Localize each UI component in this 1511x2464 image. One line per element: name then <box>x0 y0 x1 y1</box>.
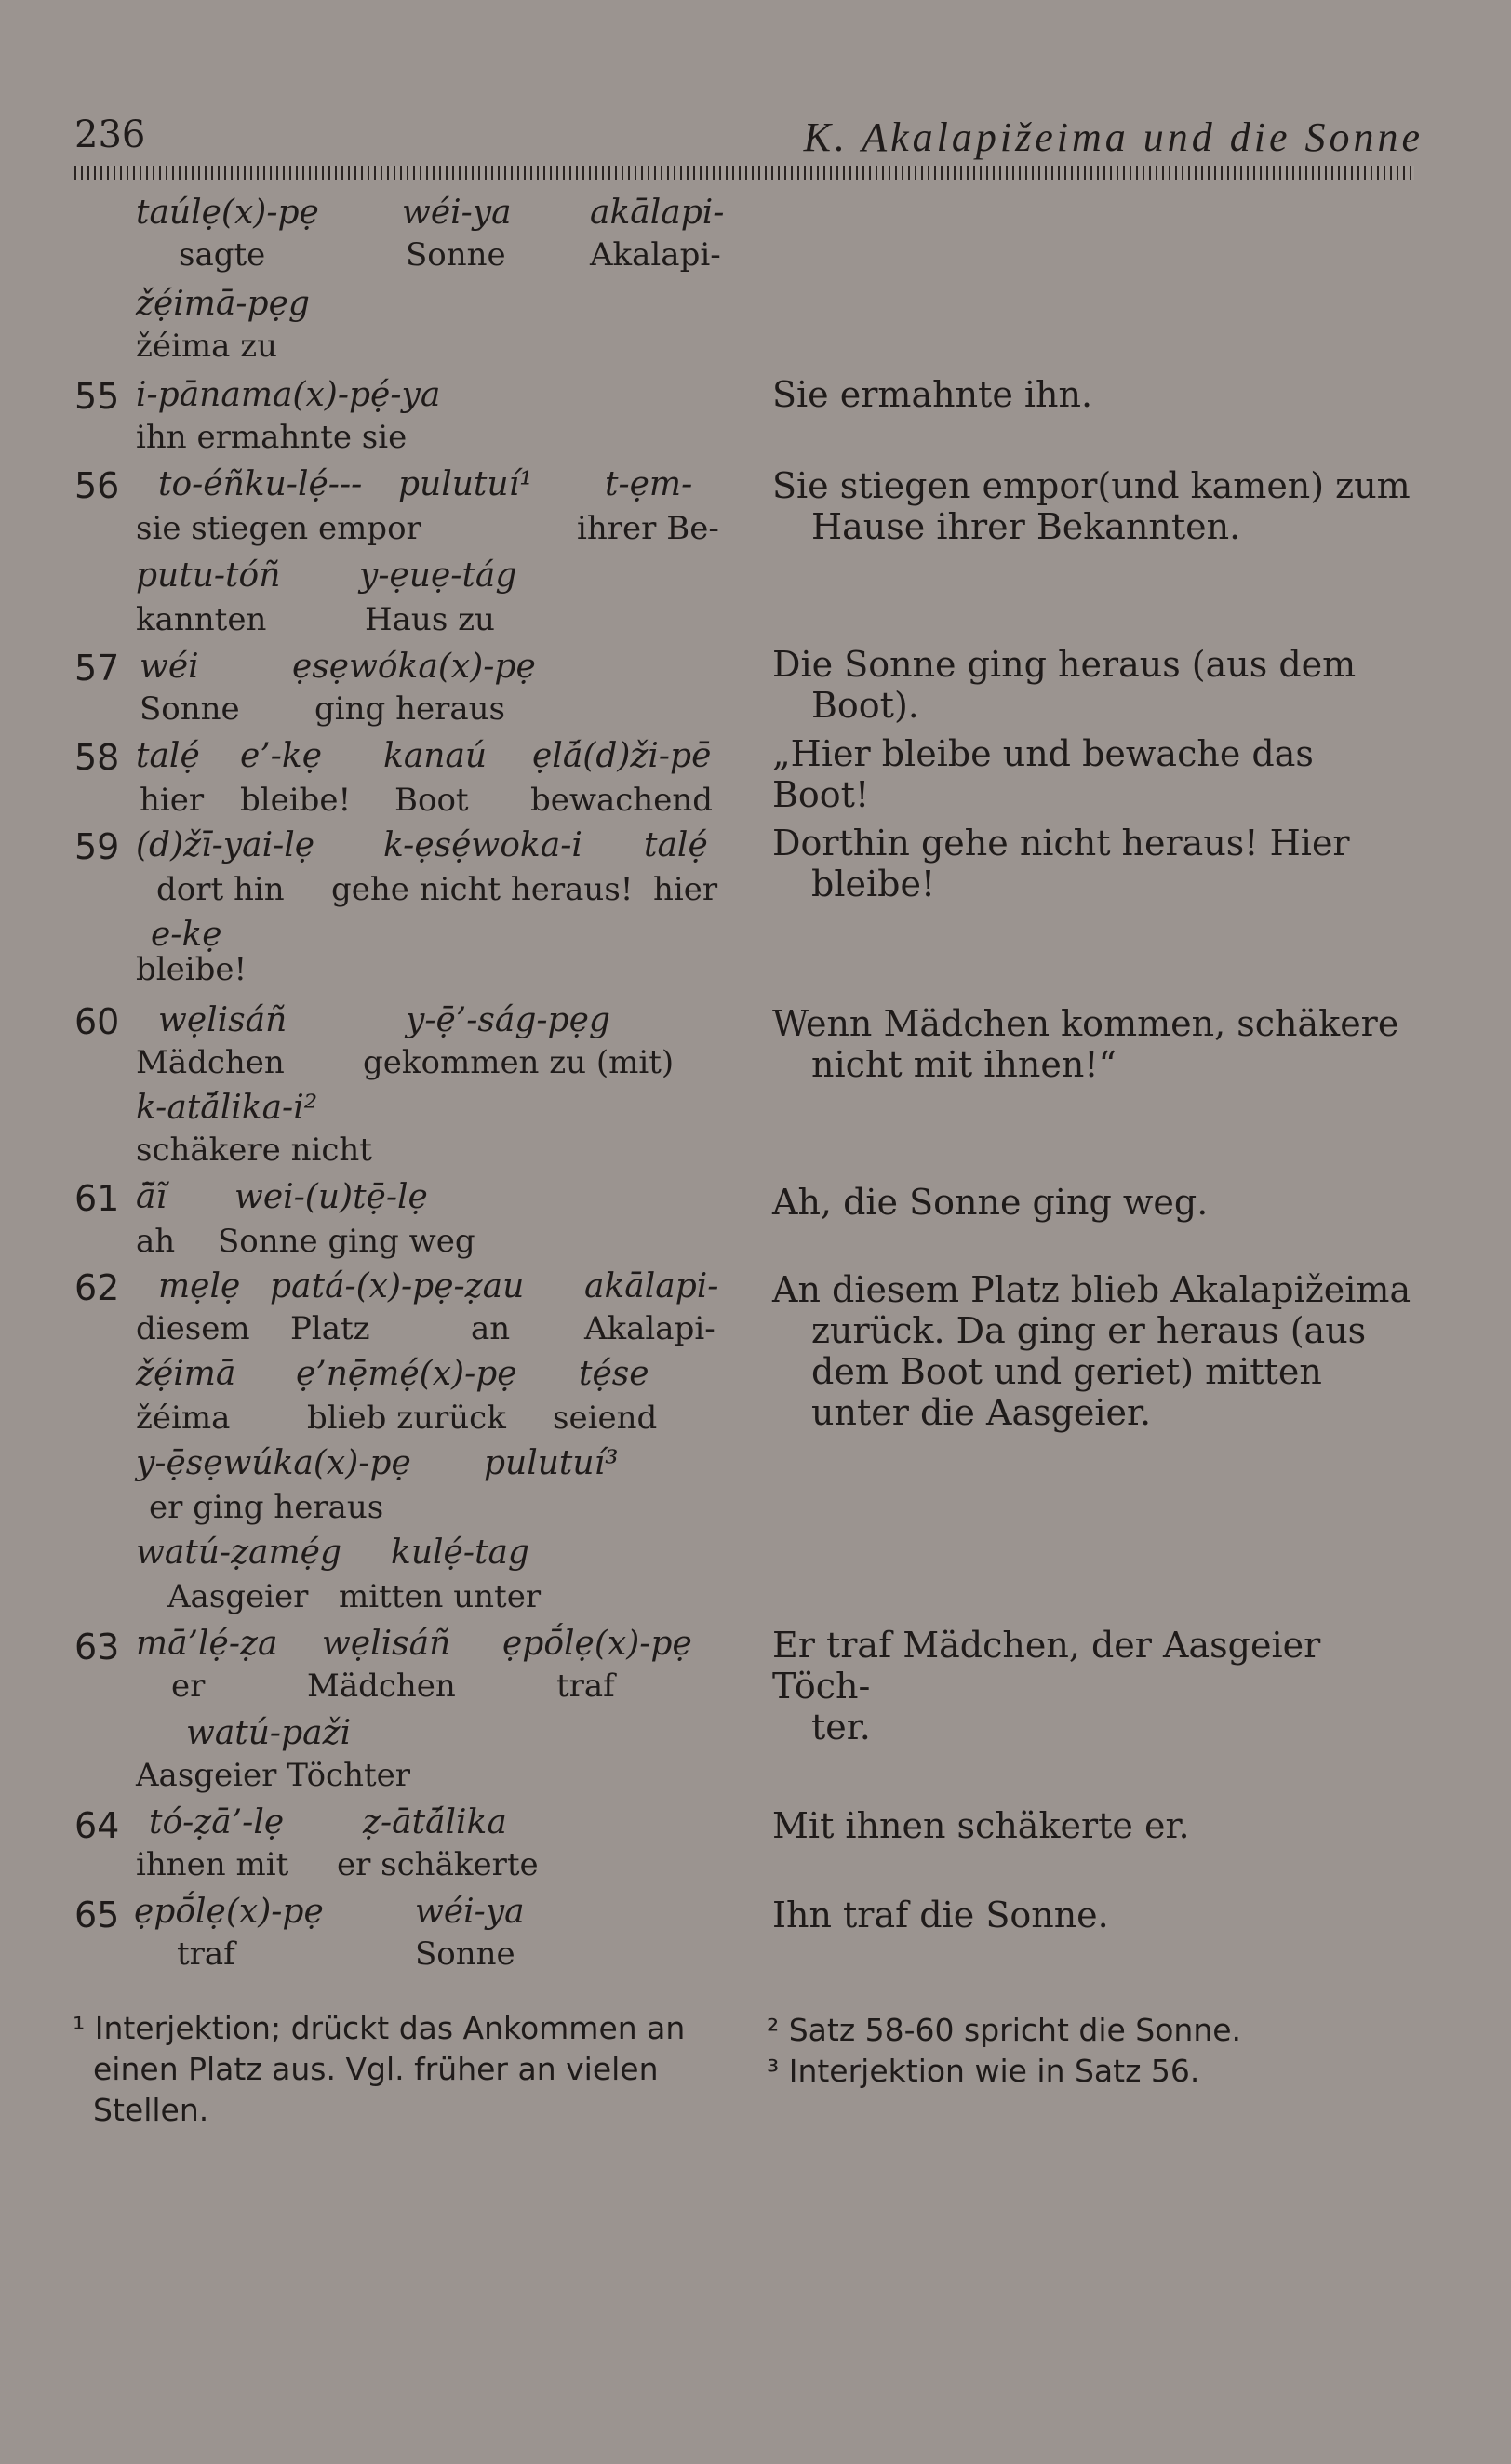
translation-word: žéima zu <box>136 328 278 365</box>
footnote-line: ³ Interjektion wie in Satz 56. <box>767 2053 1200 2089</box>
sentence-number: 56 <box>74 465 120 506</box>
free-translation-line: Hause ihrer Bekannten. <box>811 506 1241 547</box>
gloss-word: y-ẹuẹ-tág <box>359 556 517 595</box>
gloss-word: e-kẹ <box>151 916 222 954</box>
free-translation-line: zurück. Da ging er heraus (aus <box>811 1310 1367 1351</box>
sentence-number: 59 <box>74 826 120 867</box>
translation-word: gekommen zu (mit) <box>363 1044 675 1081</box>
translation-word: Mädchen <box>307 1667 456 1705</box>
translation-word: Mädchen <box>136 1044 285 1081</box>
free-translation <box>772 1269 1414 1433</box>
gloss-word: wéi <box>140 648 199 686</box>
gloss-word: taúlẹ(x)-pẹ <box>136 194 319 232</box>
gloss-word: akālapi- <box>584 1267 719 1306</box>
gloss-word: ẹpṓlẹ(x)-pẹ <box>502 1625 692 1663</box>
translation-word: bewachend <box>530 782 713 819</box>
gloss-word: kulẹ́-tag <box>391 1533 529 1572</box>
footnote-line: Stellen. <box>93 2092 209 2128</box>
translation-word: bleibe! <box>240 782 352 819</box>
translation-word: Aasgeier Töchter <box>136 1757 411 1794</box>
free-translation-line: ter. <box>811 1707 871 1748</box>
translation-word: an <box>471 1310 511 1347</box>
translation-word: er <box>171 1667 206 1705</box>
free-translation-line: Die Sonne ging heraus (aus dem <box>772 644 1357 685</box>
gloss-word: ẹlā́(d)ži-pē <box>532 737 712 775</box>
sentence-number: 55 <box>74 376 120 417</box>
gloss-word: tó-ẓā’-lẹ <box>149 1803 285 1841</box>
sentence-number: 63 <box>74 1627 120 1667</box>
free-translation-line: Ihn traf die Sonne. <box>772 1895 1109 1935</box>
free-translation-line: Dorthin gehe nicht heraus! Hier <box>772 823 1350 864</box>
translation-word: traf <box>556 1667 615 1705</box>
gloss-word: putu-tóñ <box>136 556 281 595</box>
translation-word: Sonne <box>415 1935 515 1973</box>
free-translation-line: unter die Aasgeier. <box>811 1392 1152 1433</box>
gloss-word: watú-paži <box>186 1714 352 1752</box>
free-translation <box>772 823 1414 904</box>
gloss-word: tẹ́se <box>579 1355 649 1393</box>
gloss-word: ẹ’nẹ̄mẹ́(x)-pẹ <box>296 1355 517 1393</box>
gloss-word: talẹ́ <box>136 737 200 775</box>
footnotes-left <box>73 2008 742 2131</box>
footnote-line: ¹ Interjektion; drückt das Ankommen an <box>73 2010 686 2046</box>
gloss-word: y-ẹ̄’-ság-pẹg <box>406 1001 610 1039</box>
gloss-word: k-atā́lika-i² <box>136 1089 318 1127</box>
free-translation-line: nicht mit ihnen!“ <box>811 1044 1117 1085</box>
translation-word: Sonne <box>406 236 506 274</box>
footnote-line: einen Platz aus. Vgl. früher an vielen <box>93 2051 659 2087</box>
translation-word: gehe nicht heraus! <box>331 871 634 908</box>
free-translation-line: Sie ermahnte ihn. <box>772 374 1093 415</box>
gloss-word: pulutuí³ <box>484 1444 619 1482</box>
free-translation-line: bleibe! <box>811 864 936 904</box>
running-head: K. Akalapižeima und die Sonne <box>803 114 1424 160</box>
gloss-word: i-pānama(x)-pẹ́-ya <box>136 376 441 414</box>
translation-word: diesem <box>136 1310 250 1347</box>
gloss-word: y-ẹ̄sẹwúka(x)-pẹ <box>136 1444 411 1482</box>
gloss-word: wéi-ya <box>415 1893 525 1931</box>
gloss-word: wẹlisáñ <box>322 1625 451 1663</box>
translation-word: Aasgeier <box>167 1578 309 1615</box>
gloss-word: ẹpṓlẹ(x)-pẹ <box>134 1893 324 1931</box>
footnotes-right <box>767 2010 1418 2092</box>
sentence-number: 58 <box>74 737 120 778</box>
sentence-number: 65 <box>74 1895 120 1935</box>
translation-word: Haus zu <box>365 601 495 638</box>
header-rule <box>74 166 1414 180</box>
translation-word: bleibe! <box>136 951 247 988</box>
translation-word: Akalapi- <box>584 1310 715 1347</box>
translation-word: ah <box>136 1223 176 1260</box>
translation-word: hier <box>140 782 205 819</box>
gloss-word: e’-kẹ <box>240 737 323 775</box>
gloss-word: pulutuí¹ <box>398 465 533 503</box>
sentence-number: 57 <box>74 648 120 689</box>
translation-word: Akalapi- <box>590 236 721 274</box>
translation-word: dort hin <box>156 871 285 908</box>
gloss-word: to-éñku-lẹ́--- <box>158 465 363 503</box>
footnote-line: ² Satz 58-60 spricht die Sonne. <box>767 2012 1242 2048</box>
free-translation-line: dem Boot und geriet) mitten <box>811 1351 1322 1392</box>
gloss-word: patá-(x)-pẹ-ẓau <box>270 1267 525 1306</box>
gloss-word: ẓ-ātā́lika <box>363 1803 507 1841</box>
free-translation <box>772 733 1414 815</box>
gloss-word: žẹ́imā <box>136 1355 236 1393</box>
gloss-word: t-ẹm- <box>605 465 693 503</box>
free-translation <box>772 1895 1414 1935</box>
translation-word: Boot <box>394 782 469 819</box>
free-translation <box>772 374 1414 415</box>
translation-word: žéima <box>136 1399 231 1437</box>
translation-word: ging heraus <box>314 690 505 728</box>
free-translation-line: Mit ihnen schäkerte er. <box>772 1805 1190 1846</box>
translation-word: Sonne <box>140 690 240 728</box>
free-translation-line: An diesem Platz blieb Akalapižeima <box>772 1269 1411 1310</box>
gloss-word: mẹlẹ <box>158 1267 241 1306</box>
translation-word: ihn ermahnte sie <box>136 419 408 456</box>
translation-word: kannten <box>136 601 267 638</box>
gloss-word: kanaú <box>383 737 488 775</box>
translation-word: hier <box>653 871 718 908</box>
sentence-number: 62 <box>74 1267 120 1308</box>
translation-word: sagte <box>179 236 266 274</box>
translation-word: seiend <box>553 1399 658 1437</box>
free-translation <box>772 465 1414 547</box>
page-number: 236 <box>74 114 146 156</box>
translation-word: Sonne ging weg <box>218 1223 475 1260</box>
gloss-word: žẹ́imā-pẹg <box>136 285 310 323</box>
translation-word: Platz <box>290 1310 370 1347</box>
free-translation <box>772 1182 1414 1223</box>
free-translation <box>772 644 1414 726</box>
gloss-word: ẹsẹwóka(x)-pẹ <box>292 648 536 686</box>
sentence-number: 61 <box>74 1178 120 1219</box>
translation-word: ihrer Be- <box>577 510 719 547</box>
free-translation-line: Er traf Mädchen, der Aasgeier Töch- <box>772 1625 1321 1707</box>
free-translation-line: „Hier bleibe und bewache das Boot! <box>772 733 1314 815</box>
free-translation <box>772 1625 1414 1748</box>
translation-word: traf <box>177 1935 235 1973</box>
sentence-number: 60 <box>74 1001 120 1042</box>
translation-word: schäkere nicht <box>136 1132 372 1169</box>
free-translation-line: Boot). <box>811 685 919 726</box>
free-translation <box>772 1003 1414 1085</box>
free-translation-line: Sie stiegen empor(und kamen) zum <box>772 465 1411 506</box>
gloss-word: (d)žī-yai-lẹ <box>136 826 315 864</box>
free-translation-line: Ah, die Sonne ging weg. <box>772 1182 1209 1223</box>
translation-word: mitten unter <box>339 1578 542 1615</box>
gloss-word: mā’lẹ́-ẓa <box>136 1625 278 1663</box>
free-translation-line: Wenn Mädchen kommen, schäkere <box>772 1003 1399 1044</box>
gloss-word: wẹlisáñ <box>158 1001 287 1039</box>
translation-word: blieb zurück <box>307 1399 506 1437</box>
translation-word: sie stiegen empor <box>136 510 421 547</box>
translation-word: er schäkerte <box>337 1846 539 1883</box>
translation-word: ihnen mit <box>136 1846 289 1883</box>
gloss-word: akālapi- <box>590 194 725 232</box>
gloss-word: watú-ẓamẹ́g <box>136 1533 342 1572</box>
gloss-word: ā̃ĩ <box>136 1178 167 1216</box>
gloss-word: wei-(u)tẹ̄-lẹ <box>234 1178 428 1216</box>
gloss-word: talẹ́ <box>644 826 708 864</box>
gloss-word: k-ẹsẹ́woka-i <box>383 826 582 864</box>
gloss-word: wéi-ya <box>402 194 512 232</box>
sentence-number: 64 <box>74 1805 120 1846</box>
free-translation <box>772 1805 1414 1846</box>
translation-word: er ging heraus <box>149 1489 384 1526</box>
